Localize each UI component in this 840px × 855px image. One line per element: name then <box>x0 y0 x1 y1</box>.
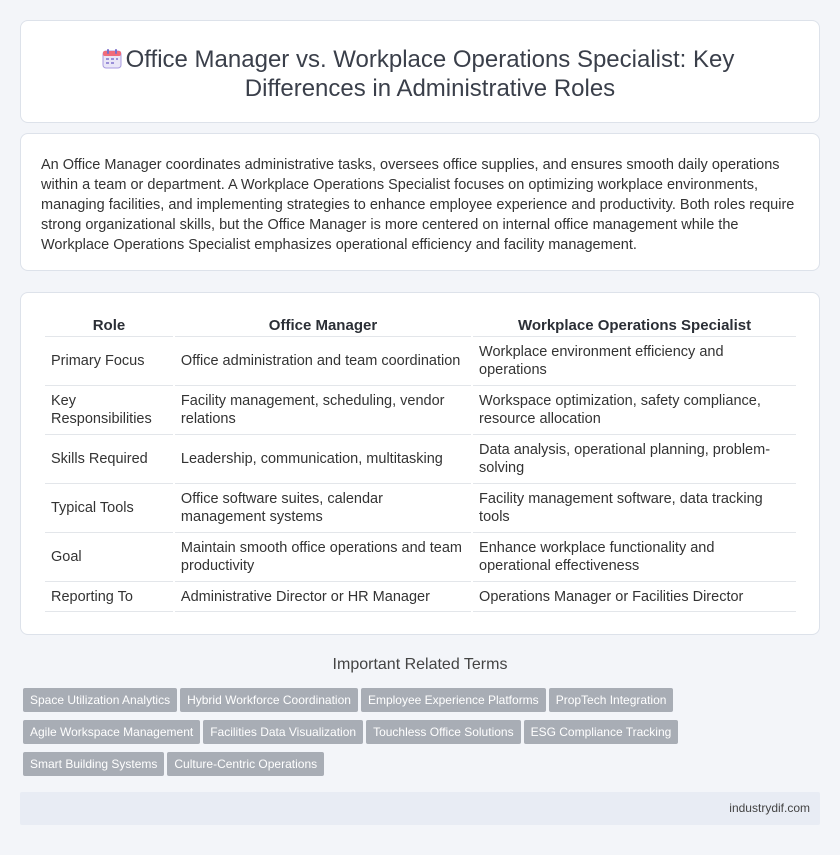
office-manager-cell: Office software suites, calendar management systems <box>175 484 471 533</box>
table-row <box>45 484 796 533</box>
intro-paragraph: An Office Manager coordinates administrative tasks, oversees office supplies, and ensures smooth daily operations within a team or department. A Workplace Operations Specialist focuses on optimizing workplace environments, managing facilities, and implementing strategies to enhance employee experience and productivity. Both roles require strong organizational skills, but the Office Manager is more centered on internal office management while the Workplace Operations Specialist emphasizes operational efficiency and facility management. <box>41 157 795 253</box>
workplace-ops-cell: Facility management software, data tracking tools <box>473 484 796 533</box>
related-tag[interactable]: Culture-Centric Operations <box>167 752 324 776</box>
related-tag[interactable]: Employee Experience Platforms <box>361 688 546 712</box>
row-label: Skills Required <box>45 435 173 484</box>
related-tag[interactable]: ESG Compliance Tracking <box>524 720 679 744</box>
office-manager-cell: Maintain smooth office operations and team productivity <box>175 533 471 582</box>
table-header-row <box>45 315 796 337</box>
workplace-ops-cell: Data analysis, operational planning, problem-solving <box>473 435 796 484</box>
related-tag[interactable]: Hybrid Workforce Coordination <box>180 688 358 712</box>
row-label: Typical Tools <box>45 484 173 533</box>
table-row <box>45 435 796 484</box>
comparison-table <box>43 315 798 612</box>
row-label: Primary Focus <box>45 337 173 386</box>
header-workplace-ops: Workplace Operations Specialist <box>473 315 796 337</box>
workplace-ops-cell: Enhance workplace functionality and operational effectiveness <box>473 533 796 582</box>
table-row <box>45 386 796 435</box>
related-terms-tags <box>23 688 723 784</box>
office-manager-cell: Facility management, scheduling, vendor relations <box>175 386 471 435</box>
page-title: Office Manager vs. Workplace Operations Specialist: Key Differences in Administrative Roles <box>125 46 735 102</box>
table-row <box>45 582 796 612</box>
intro-card <box>20 133 820 271</box>
workplace-ops-cell: Workplace environment efficiency and operations <box>473 337 796 386</box>
header-office-manager: Office Manager <box>175 315 471 337</box>
related-tag[interactable]: PropTech Integration <box>549 688 674 712</box>
row-label: Reporting To <box>45 582 173 612</box>
workplace-ops-cell: Operations Manager or Facilities Director <box>473 582 796 612</box>
office-manager-cell: Leadership, communication, multitasking <box>175 435 471 484</box>
related-tag[interactable]: Smart Building Systems <box>23 752 164 776</box>
footer <box>20 792 820 825</box>
header-role: Role <box>45 315 173 337</box>
related-tag[interactable]: Space Utilization Analytics <box>23 688 177 712</box>
title-card <box>20 20 820 123</box>
table-row <box>45 533 796 582</box>
row-label: Key Responsibilities <box>45 386 173 435</box>
office-manager-cell: Office administration and team coordination <box>175 337 471 386</box>
related-tag[interactable]: Agile Workspace Management <box>23 720 200 744</box>
table-row <box>45 337 796 386</box>
office-manager-cell: Administrative Director or HR Manager <box>175 582 471 612</box>
row-label: Goal <box>45 533 173 582</box>
workplace-ops-cell: Workspace optimization, safety compliance, resource allocation <box>473 386 796 435</box>
related-tag[interactable]: Touchless Office Solutions <box>366 720 521 744</box>
comparison-card <box>20 292 820 635</box>
related-terms-title: Important Related Terms <box>332 656 508 673</box>
related-tag[interactable]: Facilities Data Visualization <box>203 720 363 744</box>
footer-site[interactable]: industrydif.com <box>729 801 810 815</box>
